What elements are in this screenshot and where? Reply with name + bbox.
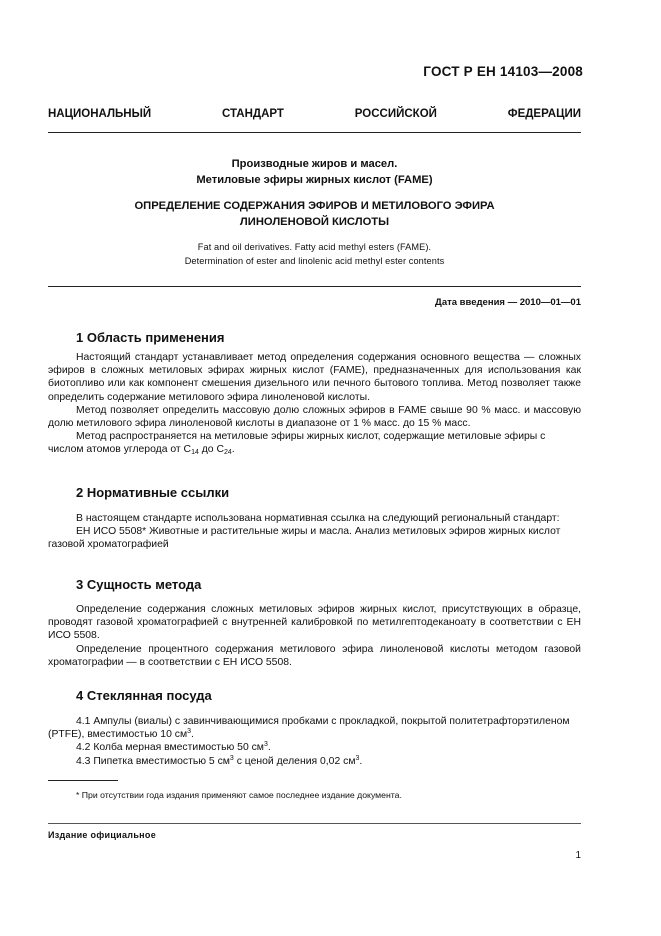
paragraph: Метод распространяется на метиловые эфиры жирных кислот, содержащие метиловые эфиры с числом атомов углерода от $С_{14}$ до $С_{24}$.: [48, 431, 546, 457]
standard-code: ГОСТ Р ЕН 14103—2008: [423, 64, 583, 79]
section-2-body: [48, 512, 581, 552]
title-ru-line2: Метиловые эфиры жирных кислот (FAME): [196, 174, 433, 186]
reference-entry: ЕН ИСО 5508* Животные и растительные жиры и масла. Анализ метиловых эфиров жирных кислот газовой хроматографией: [48, 526, 561, 551]
paragraph: Метод позволяет определить массовую долю сложных эфиров в FAME свыше 90 % масс. и массовую долю метилового эфира линоленовой кислоты в диапазоне от 1 % масс. до 15 % масс.: [48, 404, 581, 430]
section-1-body: [48, 351, 581, 457]
footer-rule: [48, 823, 581, 824]
introduction-date: Дата введения — 2010—01—01: [435, 297, 581, 308]
paragraph: В настоящем стандарте использована нормативная ссылка на следующий региональный стандарт:: [76, 513, 560, 524]
section-1-heading: 1 Область применения: [76, 330, 225, 345]
section-4-heading: 4 Стеклянная посуда: [76, 688, 212, 703]
list-item: 4.2 Колба мерная вместимостью 50 $см^3$.: [76, 741, 271, 754]
list-item: 4.3 Пипетка вместимостью 5 $см^3$ с ценой деления 0,02 $см^3$.: [76, 754, 363, 767]
title-main: [48, 198, 581, 230]
title-ru-line1: Производные жиров и масел.: [231, 158, 398, 170]
list-item: 4.1 Ампулы (виалы) с завинчивающимися пробками с прокладкой, покрытой политетрафторэтиленом (PTFE), вместимостью 10 $см^3$.: [48, 716, 570, 741]
header-rule: [48, 132, 581, 133]
section-4-body: [48, 715, 581, 768]
section-3-heading: 3 Сущность метода: [76, 577, 202, 592]
section-2-heading: 2 Нормативные ссылки: [76, 485, 230, 500]
section-3-body: [48, 603, 581, 669]
page-number: 1: [575, 850, 581, 861]
paragraph: Определение содержания сложных метиловых эфиров жирных кислот, присутствующих в образце, проводят газовой хроматографией с внутренней калибровкой по метилгептодеканоату в соответствии с ЕН ИСО 5508.: [48, 604, 581, 642]
footnote: * При отсутствии года издания применяют самое последнее издание документа.: [76, 790, 402, 800]
footnote-rule: [48, 780, 118, 781]
national-standard-banner: НАЦИОНАЛЬНЫЙ СТАНДАРТ РОССИЙСКОЙ ФЕДЕРАЦИИ: [48, 108, 581, 120]
title-english: [48, 240, 581, 268]
official-edition-label: Издание официальное: [48, 830, 157, 840]
title-en-line2: Determination of ester and linolenic acid methyl ester contents: [184, 256, 445, 266]
title-rule: [48, 286, 581, 287]
title-caps-line1: ОПРЕДЕЛЕНИЕ СОДЕРЖАНИЯ ЭФИРОВ И МЕТИЛОВОГО ЭФИРА: [134, 200, 495, 212]
title-russian: [48, 156, 581, 188]
paragraph: Настоящий стандарт устанавливает метод определения содержания основного вещества — сложных эфиров в сложных метиловых эфирах жирных кислот (FAME), предназначенных для использования как биотопливо или как компонент смешения дизельного или печного бытового топлива. Метод позволяет также определить содержание метилового эфира линоленовой кислоты.: [48, 352, 581, 403]
paragraph: Определение процентного содержания метилового эфира линоленовой кислоты методом газовой хроматографии — в соответствии с ЕН ИСО 5508.: [48, 643, 581, 668]
title-en-line1: Fat and oil derivatives. Fatty acid methyl esters (FAME).: [197, 242, 432, 252]
title-caps-line2: ЛИНОЛЕНОВОЙ КИСЛОТЫ: [239, 216, 390, 228]
